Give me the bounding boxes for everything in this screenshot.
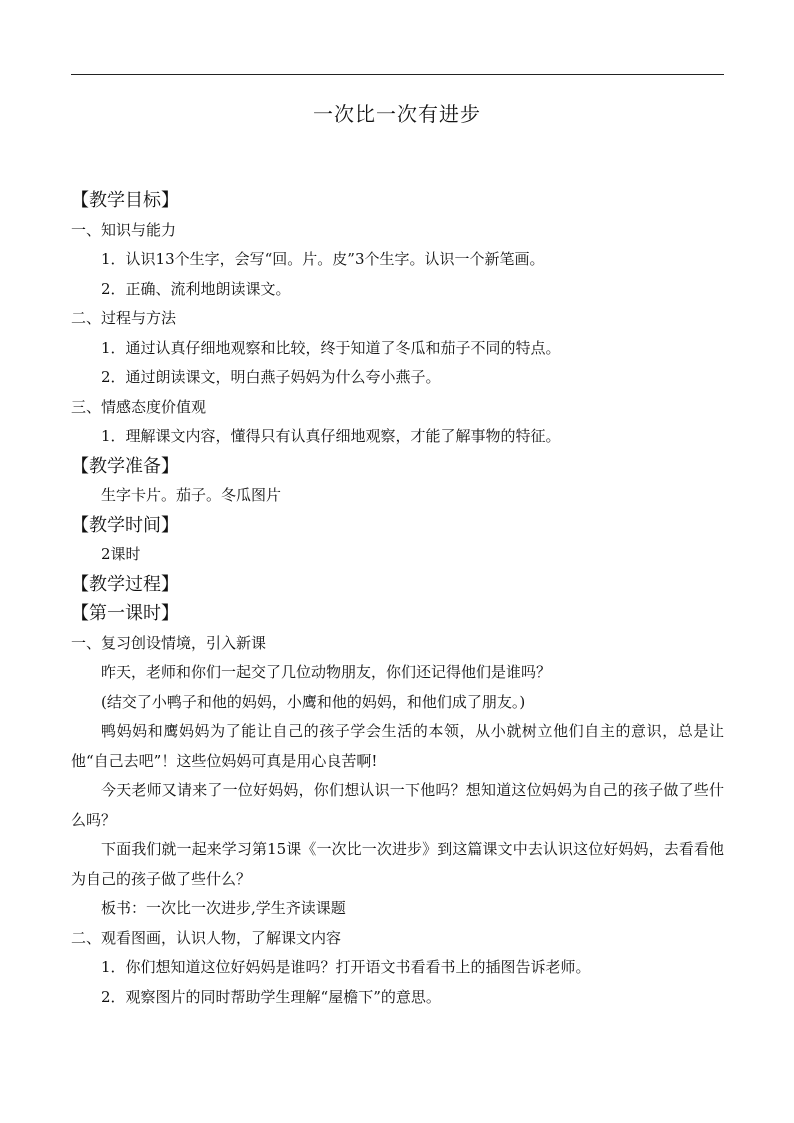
paragraph: (结交了小鸭子和他的妈妈，小鹰和他的妈妈，和他们成了朋友。) — [101, 692, 526, 711]
document-title: 一次比一次有进步 — [313, 102, 481, 126]
paragraph: 今天老师又请来了一位好妈妈，你们想认识一下他吗？想知道这位妈妈为自己的孩子做了些什么吗？ — [71, 781, 724, 829]
list-item: 2．通过朗读课文，明白燕子妈妈为什么夸小燕子。 — [101, 368, 441, 386]
subsection-process: 二、过程与方法 — [71, 309, 177, 327]
list-item: 2．观察图片的同时帮助学生理解“屋檐下”的意思。 — [101, 987, 441, 1006]
subsection-knowledge: 一、知识与能力 — [71, 220, 177, 239]
subsection-values: 三、情感态度价值观 — [71, 397, 207, 416]
paragraph: 昨天，老师和你们一起交了几位动物朋友，你们还记得他们是谁吗？ — [101, 663, 552, 681]
list-item: 1．通过认真仔细地观察和比较，终于知道了冬瓜和茄子不同的特点。 — [101, 338, 561, 357]
list-item: 1．认识13个生字，会写“回。片。皮”3个生字。认识一个新笔画。 — [101, 250, 545, 268]
subsection-observe: 二、观看图画，认识人物，了解课文内容 — [71, 928, 342, 947]
paragraph: 鸭妈妈和鹰妈妈为了能让自己的孩子学会生活的本领，从小就树立他们自主的意识，总是让他“自己去吧”！这些位妈妈可真是用心良苦啊! — [71, 722, 724, 770]
document-body — [71, 186, 724, 1012]
list-item: 2．正确、流利地朗读课文。 — [101, 279, 291, 298]
section-heading-time: 【教学时间】 — [71, 514, 179, 536]
section-heading-process: 【教学过程】 — [71, 573, 179, 595]
subsection-review: 一、复习创设情境，引入新课 — [71, 633, 267, 652]
header-rule — [71, 74, 724, 75]
section-heading-first-lesson: 【第一课时】 — [71, 603, 179, 624]
time-text: 2课时 — [101, 545, 141, 563]
list-item: 1．理解课文内容，懂得只有认真仔细地观察，才能了解事物的特征。 — [101, 427, 561, 445]
section-heading-preparation: 【教学准备】 — [71, 455, 179, 477]
paragraph: 板书：一次比一次进步,学生齐读课题 — [101, 899, 346, 917]
section-heading-objectives: 【教学目标】 — [71, 190, 179, 211]
list-item: 1．你们想知道这位好妈妈是谁吗？打开语文书看看书上的插图告诉老师。 — [101, 958, 591, 976]
preparation-text: 生字卡片。茄子。冬瓜图片 — [101, 486, 282, 504]
paragraph: 下面我们就一起来学习第15课《一次比一次进步》到这篇课文中去认识这位好妈妈，去看看他为自己的孩子做了些什么？ — [71, 840, 724, 888]
